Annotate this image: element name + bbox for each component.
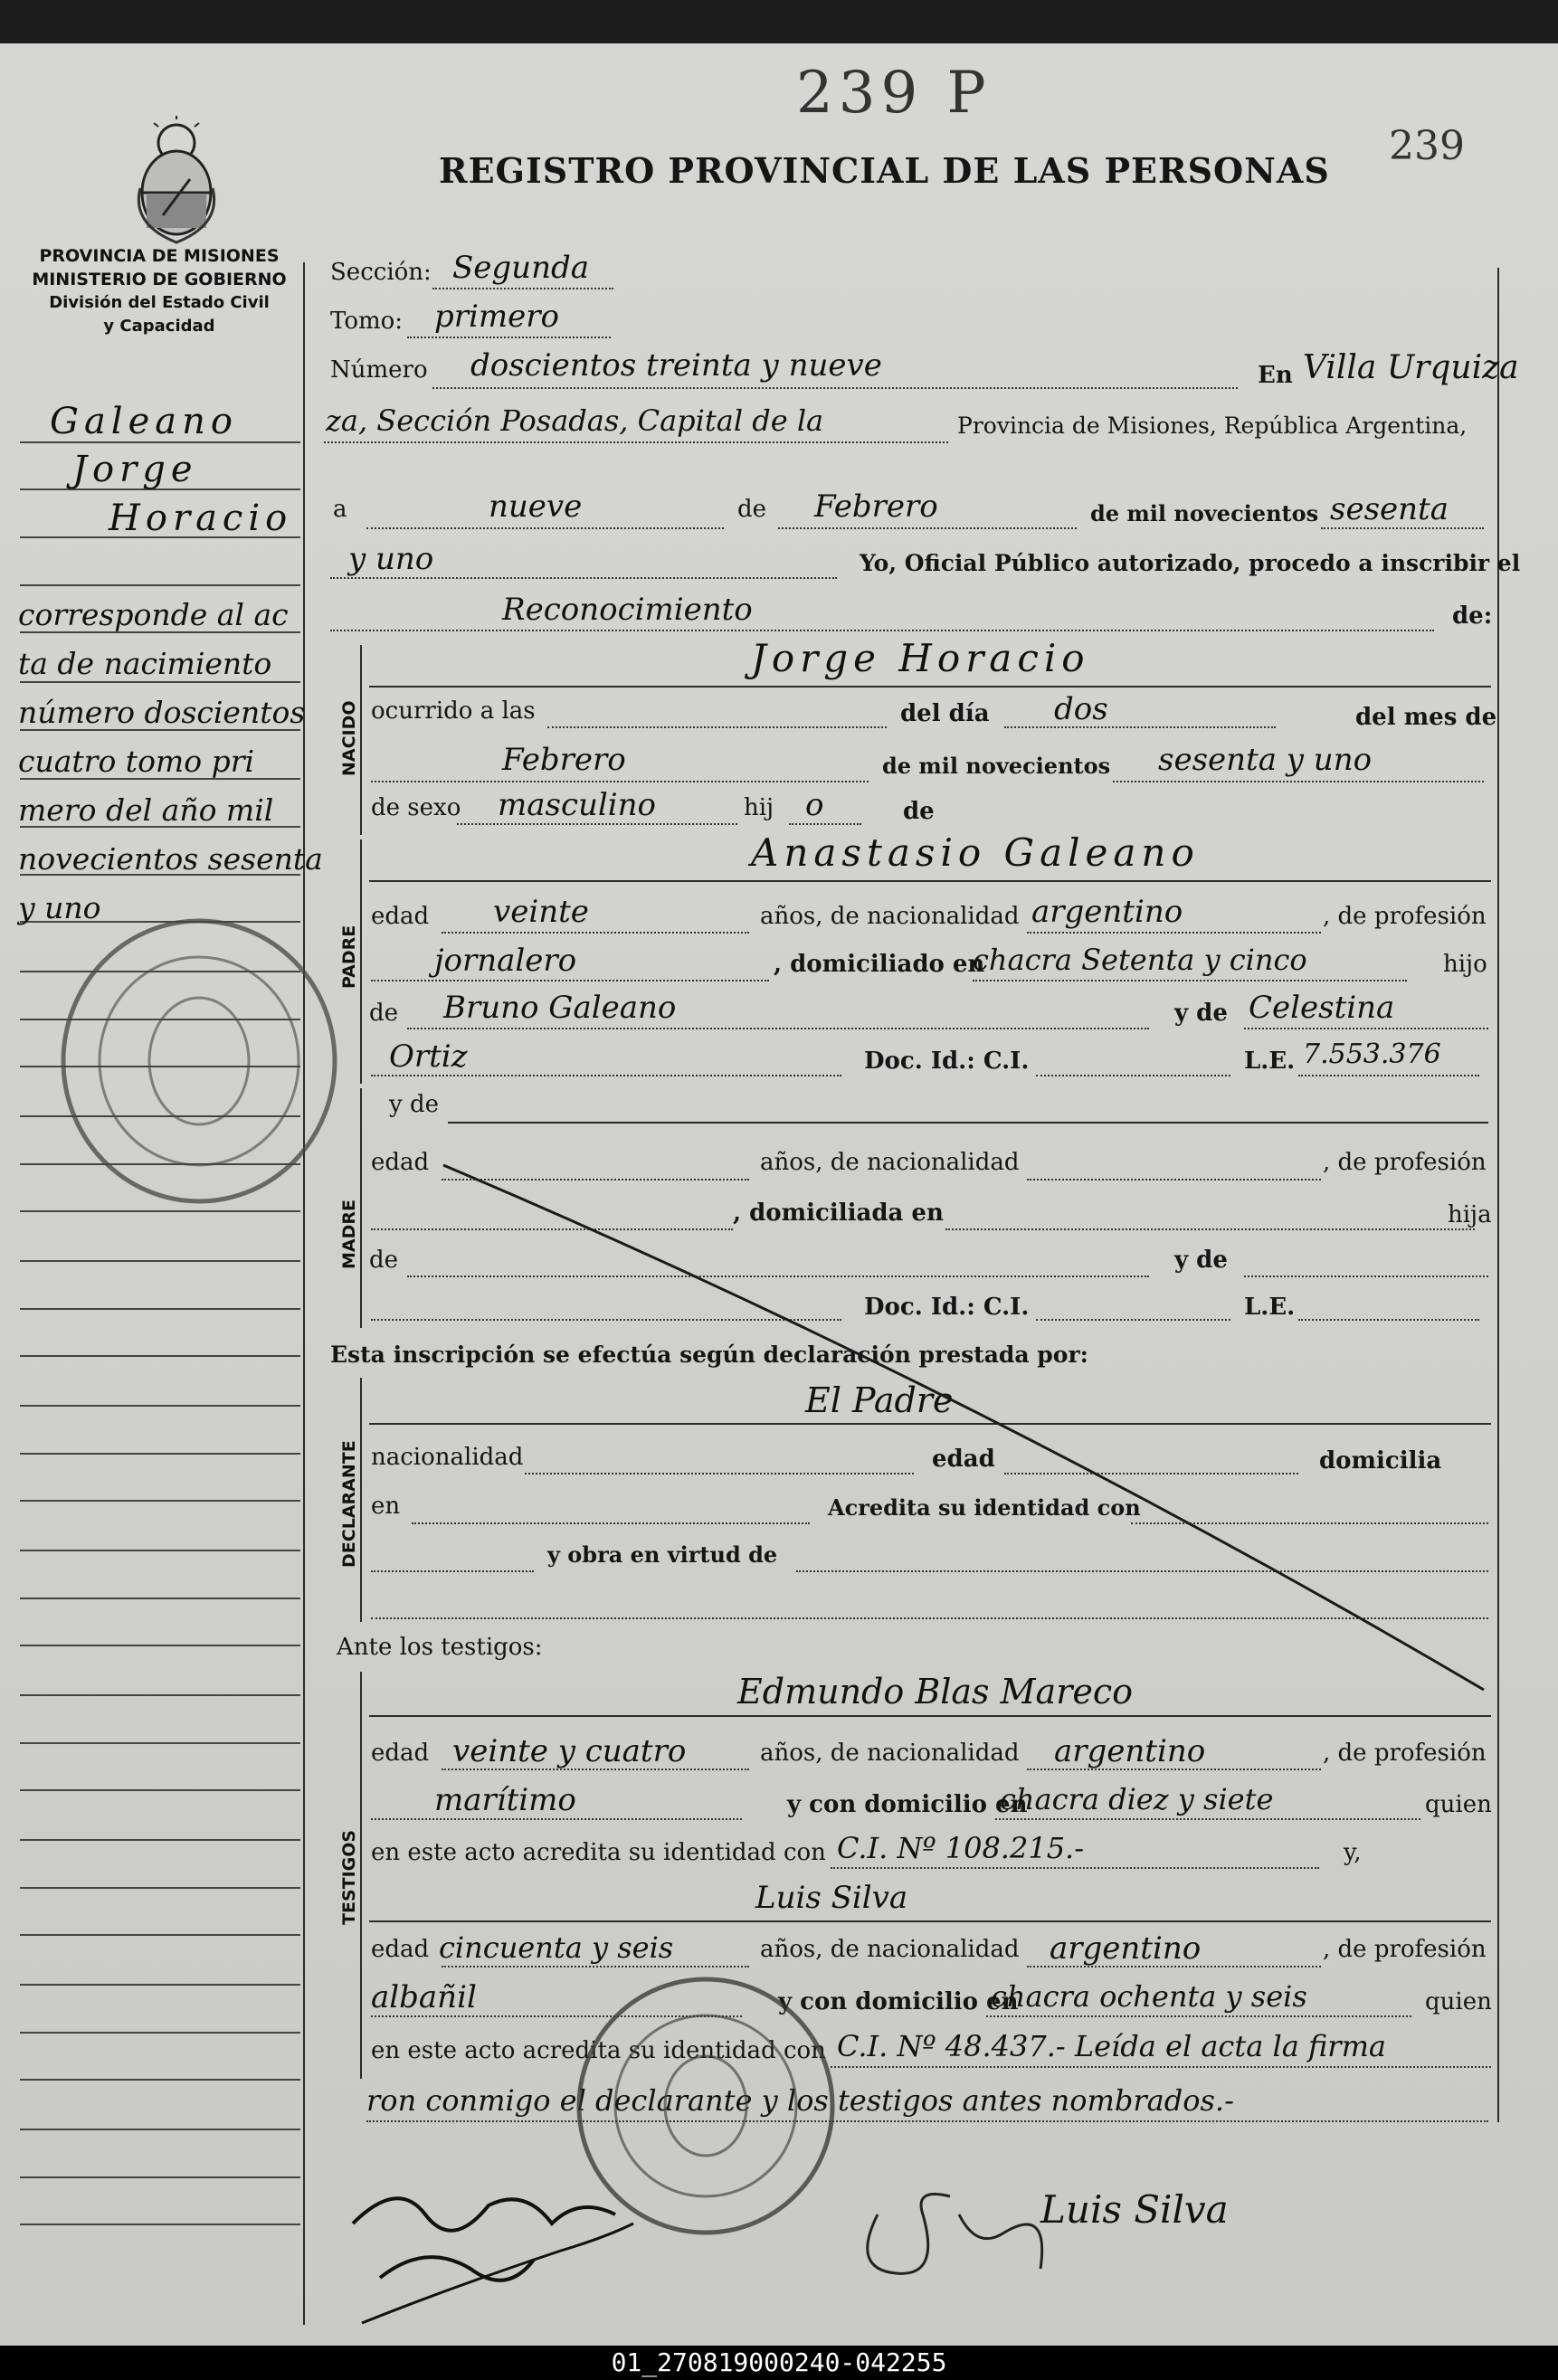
t2-doc: C.I. Nº 48.437.- Leída el acta la firma (837, 2029, 1386, 2063)
padre-padre: Bruno Galeano (443, 990, 677, 1026)
ocurrido-label: ocurrido a las (371, 697, 536, 725)
official-seal-icon (54, 912, 344, 1210)
testigos-intro: Ante los testigos: (337, 1634, 543, 1661)
declarante-dom-label: domicilia (1319, 1447, 1442, 1474)
testigos-section-label: TESTIGOS (339, 1829, 359, 1925)
margin-surname: Galeano (50, 401, 238, 442)
mil-label: de mil novecientos (1090, 500, 1319, 526)
page-title: REGISTRO PROVINCIAL DE LAS PERSONAS (439, 150, 1330, 191)
margin-note-line: ta de nacimiento (18, 646, 272, 681)
madre-edad-label: edad (371, 1149, 430, 1176)
padre-madre-2: Ortiz (389, 1038, 468, 1075)
t2-acredita-label: en este acto acredita su identidad con (371, 2037, 826, 2064)
margin-divider (303, 262, 305, 2325)
del-dia-label: del día (900, 700, 990, 727)
anio-value-2: y uno (348, 541, 434, 577)
de-label: de (737, 496, 767, 523)
t2-edad: cincuenta y seis (439, 1930, 674, 1965)
padre-madre: Celestina (1249, 990, 1395, 1026)
division-label-2: y Capacidad (103, 317, 215, 336)
province-label: PROVINCIA DE MISIONES (39, 246, 280, 266)
signature-witness: Luis Silva (1040, 2187, 1229, 2232)
tomo-value: primero (434, 299, 559, 335)
madre-doc-label: Doc. Id.: C.I. (864, 1294, 1030, 1321)
padre-doc-label: Doc. Id.: C.I. (864, 1048, 1030, 1075)
madre-y-de-label: y de (389, 1091, 439, 1118)
a-label: a (333, 496, 347, 523)
nacido-mil-label: de mil novecientos (882, 753, 1111, 779)
ministry-label: MINISTERIO DE GOBIERNO (32, 270, 287, 289)
t1-dom: chacra diez y siete (1000, 1782, 1274, 1816)
oficial-text: Yo, Oficial Público autorizado, procedo a inscribir el (860, 550, 1521, 576)
declarante-en-label: en (371, 1493, 401, 1520)
tomo-label: Tomo: (330, 308, 404, 335)
signature-declarante-icon (841, 2160, 1059, 2287)
madre-le-label: L.E. (1244, 1294, 1296, 1321)
declarante-obra-label: y obra en virtud de (547, 1541, 778, 1568)
del-mes-label: del mes de (1355, 704, 1497, 731)
padre-le: 7.553.376 (1303, 1038, 1441, 1070)
madre-prof-label: , de profesión (1323, 1149, 1487, 1176)
padre-nac-label: años, de nacionalidad (760, 903, 1020, 930)
t2-quien-label: quien (1425, 1988, 1492, 2015)
margin-note-line: mero del año mil (18, 792, 274, 828)
margin-name-1: Jorge (72, 449, 198, 490)
t2-prof-label: , de profesión (1323, 1936, 1487, 1963)
t1-nac-label: años, de nacionalidad (760, 1740, 1020, 1767)
lugar-value: za, Sección Posadas, Capital de la (326, 403, 824, 438)
padre-section-label: PADRE (339, 925, 359, 989)
provincia-text: Provincia de Misiones, República Argentina, (957, 412, 1468, 439)
madre-hija-label: hija (1448, 1201, 1492, 1228)
padre-dom: chacra Setenta y cinco (973, 943, 1307, 977)
padre-y-de-label: y de (1174, 1000, 1228, 1027)
page-number: 239 (1389, 123, 1465, 169)
madre-y-de2-label: y de (1174, 1247, 1228, 1274)
t2-prof: albañil (371, 1979, 477, 2015)
t1-acredita-label: en este acto acredita su identidad con (371, 1839, 826, 1866)
testigo-1-nombre: Edmundo Blas Mareco (737, 1672, 1134, 1712)
handwritten-folio: 239 P (796, 60, 992, 127)
nacido-section-label: NACIDO (339, 700, 359, 776)
madre-dom-label: , domiciliada en (733, 1199, 944, 1227)
t1-edad: veinte y cuatro (452, 1733, 687, 1769)
mes-value: Febrero (814, 488, 938, 525)
padre-edad-label: edad (371, 903, 430, 930)
margin-name-2: Horacio (109, 498, 293, 539)
sexo-value: masculino (498, 787, 657, 823)
anio-value-1: sesenta (1330, 491, 1449, 527)
margin-note-line: novecientos sesenta (18, 841, 323, 877)
nacido-mes: Febrero (502, 742, 626, 778)
t2-nac-label: años, de nacionalidad (760, 1936, 1020, 1963)
t1-edad-label: edad (371, 1740, 430, 1767)
acto-value: Reconocimiento (502, 592, 753, 628)
padre-le-label: L.E. (1244, 1048, 1296, 1075)
document-sheet (0, 43, 1558, 2346)
t2-dom-label: y con domicilio en (778, 1988, 1019, 2015)
t1-y-label: y, (1344, 1839, 1362, 1866)
nacido-nombre: Jorge Horacio (751, 636, 1090, 680)
padre-hijo-label: hijo (1443, 951, 1487, 978)
padre-nombre: Anastasio Galeano (751, 830, 1200, 875)
nacido-dia: dos (1054, 691, 1108, 727)
madre-nac-label: años, de nacionalidad (760, 1149, 1020, 1176)
padre-prof: jornalero (434, 943, 577, 979)
padre-nac: argentino (1031, 894, 1183, 930)
t2-edad-label: edad (371, 1936, 430, 1963)
hij-label: hij (744, 794, 774, 821)
acta-cierre: ron conmigo el declarante y los testigos antes nombrados.- (366, 2083, 1234, 2118)
numero-value: doscientos treinta y nueve (470, 347, 882, 384)
padre-dom-label: , domiciliado en (774, 951, 985, 978)
declarante-section-label: DECLARANTE (339, 1440, 359, 1568)
dia-value: nueve (489, 488, 583, 525)
hij-value: o (805, 787, 824, 823)
t1-dom-label: y con domicilio en (787, 1791, 1028, 1818)
de-colon-label: de: (1452, 602, 1493, 630)
declarante-nac-label: nacionalidad (371, 1444, 524, 1471)
padre-de-label: de (369, 1000, 399, 1027)
t2-nac: argentino (1050, 1930, 1202, 1967)
t1-quien-label: quien (1425, 1791, 1492, 1818)
t1-prof: marítimo (434, 1782, 576, 1818)
testigo-2-nombre: Luis Silva (755, 1880, 908, 1916)
sexo-label: de sexo (371, 794, 461, 821)
nacido-de-label: de (903, 798, 935, 825)
padre-edad: veinte (493, 894, 589, 930)
declarante-nombre: El Padre (805, 1380, 954, 1420)
madre-de-label: de (369, 1247, 399, 1274)
numero-label: Número (330, 356, 428, 384)
declarante-intro: Esta inscripción se efectúa según declaración prestada por: (330, 1342, 1088, 1368)
t1-prof-label: , de profesión (1323, 1740, 1487, 1767)
padre-prof-label: , de profesión (1323, 903, 1487, 930)
coat-of-arms-icon (127, 116, 226, 251)
margin-note-line: cuatro tomo pri (18, 744, 255, 779)
cancel-line-icon (434, 1156, 1502, 1699)
t1-doc: C.I. Nº 108.215.- (837, 1831, 1085, 1865)
image-identifier: 01_270819000240-042255 (0, 2346, 1558, 2380)
en-value: Villa Urquiza (1303, 349, 1519, 386)
seccion-label: Sección: (330, 259, 432, 286)
declarante-edad-label: edad (932, 1446, 995, 1473)
madre-section-label: MADRE (339, 1199, 359, 1269)
signature-officer-icon (344, 2160, 642, 2332)
seccion-value: Segunda (452, 250, 590, 286)
en-label: En (1258, 362, 1293, 389)
nacido-anio: sesenta y uno (1158, 742, 1373, 778)
division-label: División del Estado Civil (49, 293, 270, 312)
margin-note-line: corresponde al ac (18, 597, 289, 632)
t2-dom: chacra ochenta y seis (991, 1979, 1307, 2014)
declarante-acredita-label: Acredita su identidad con (828, 1494, 1141, 1521)
margin-note-line: y uno (18, 890, 101, 925)
t1-nac: argentino (1054, 1733, 1206, 1769)
margin-note-line: número doscientos (18, 695, 306, 730)
